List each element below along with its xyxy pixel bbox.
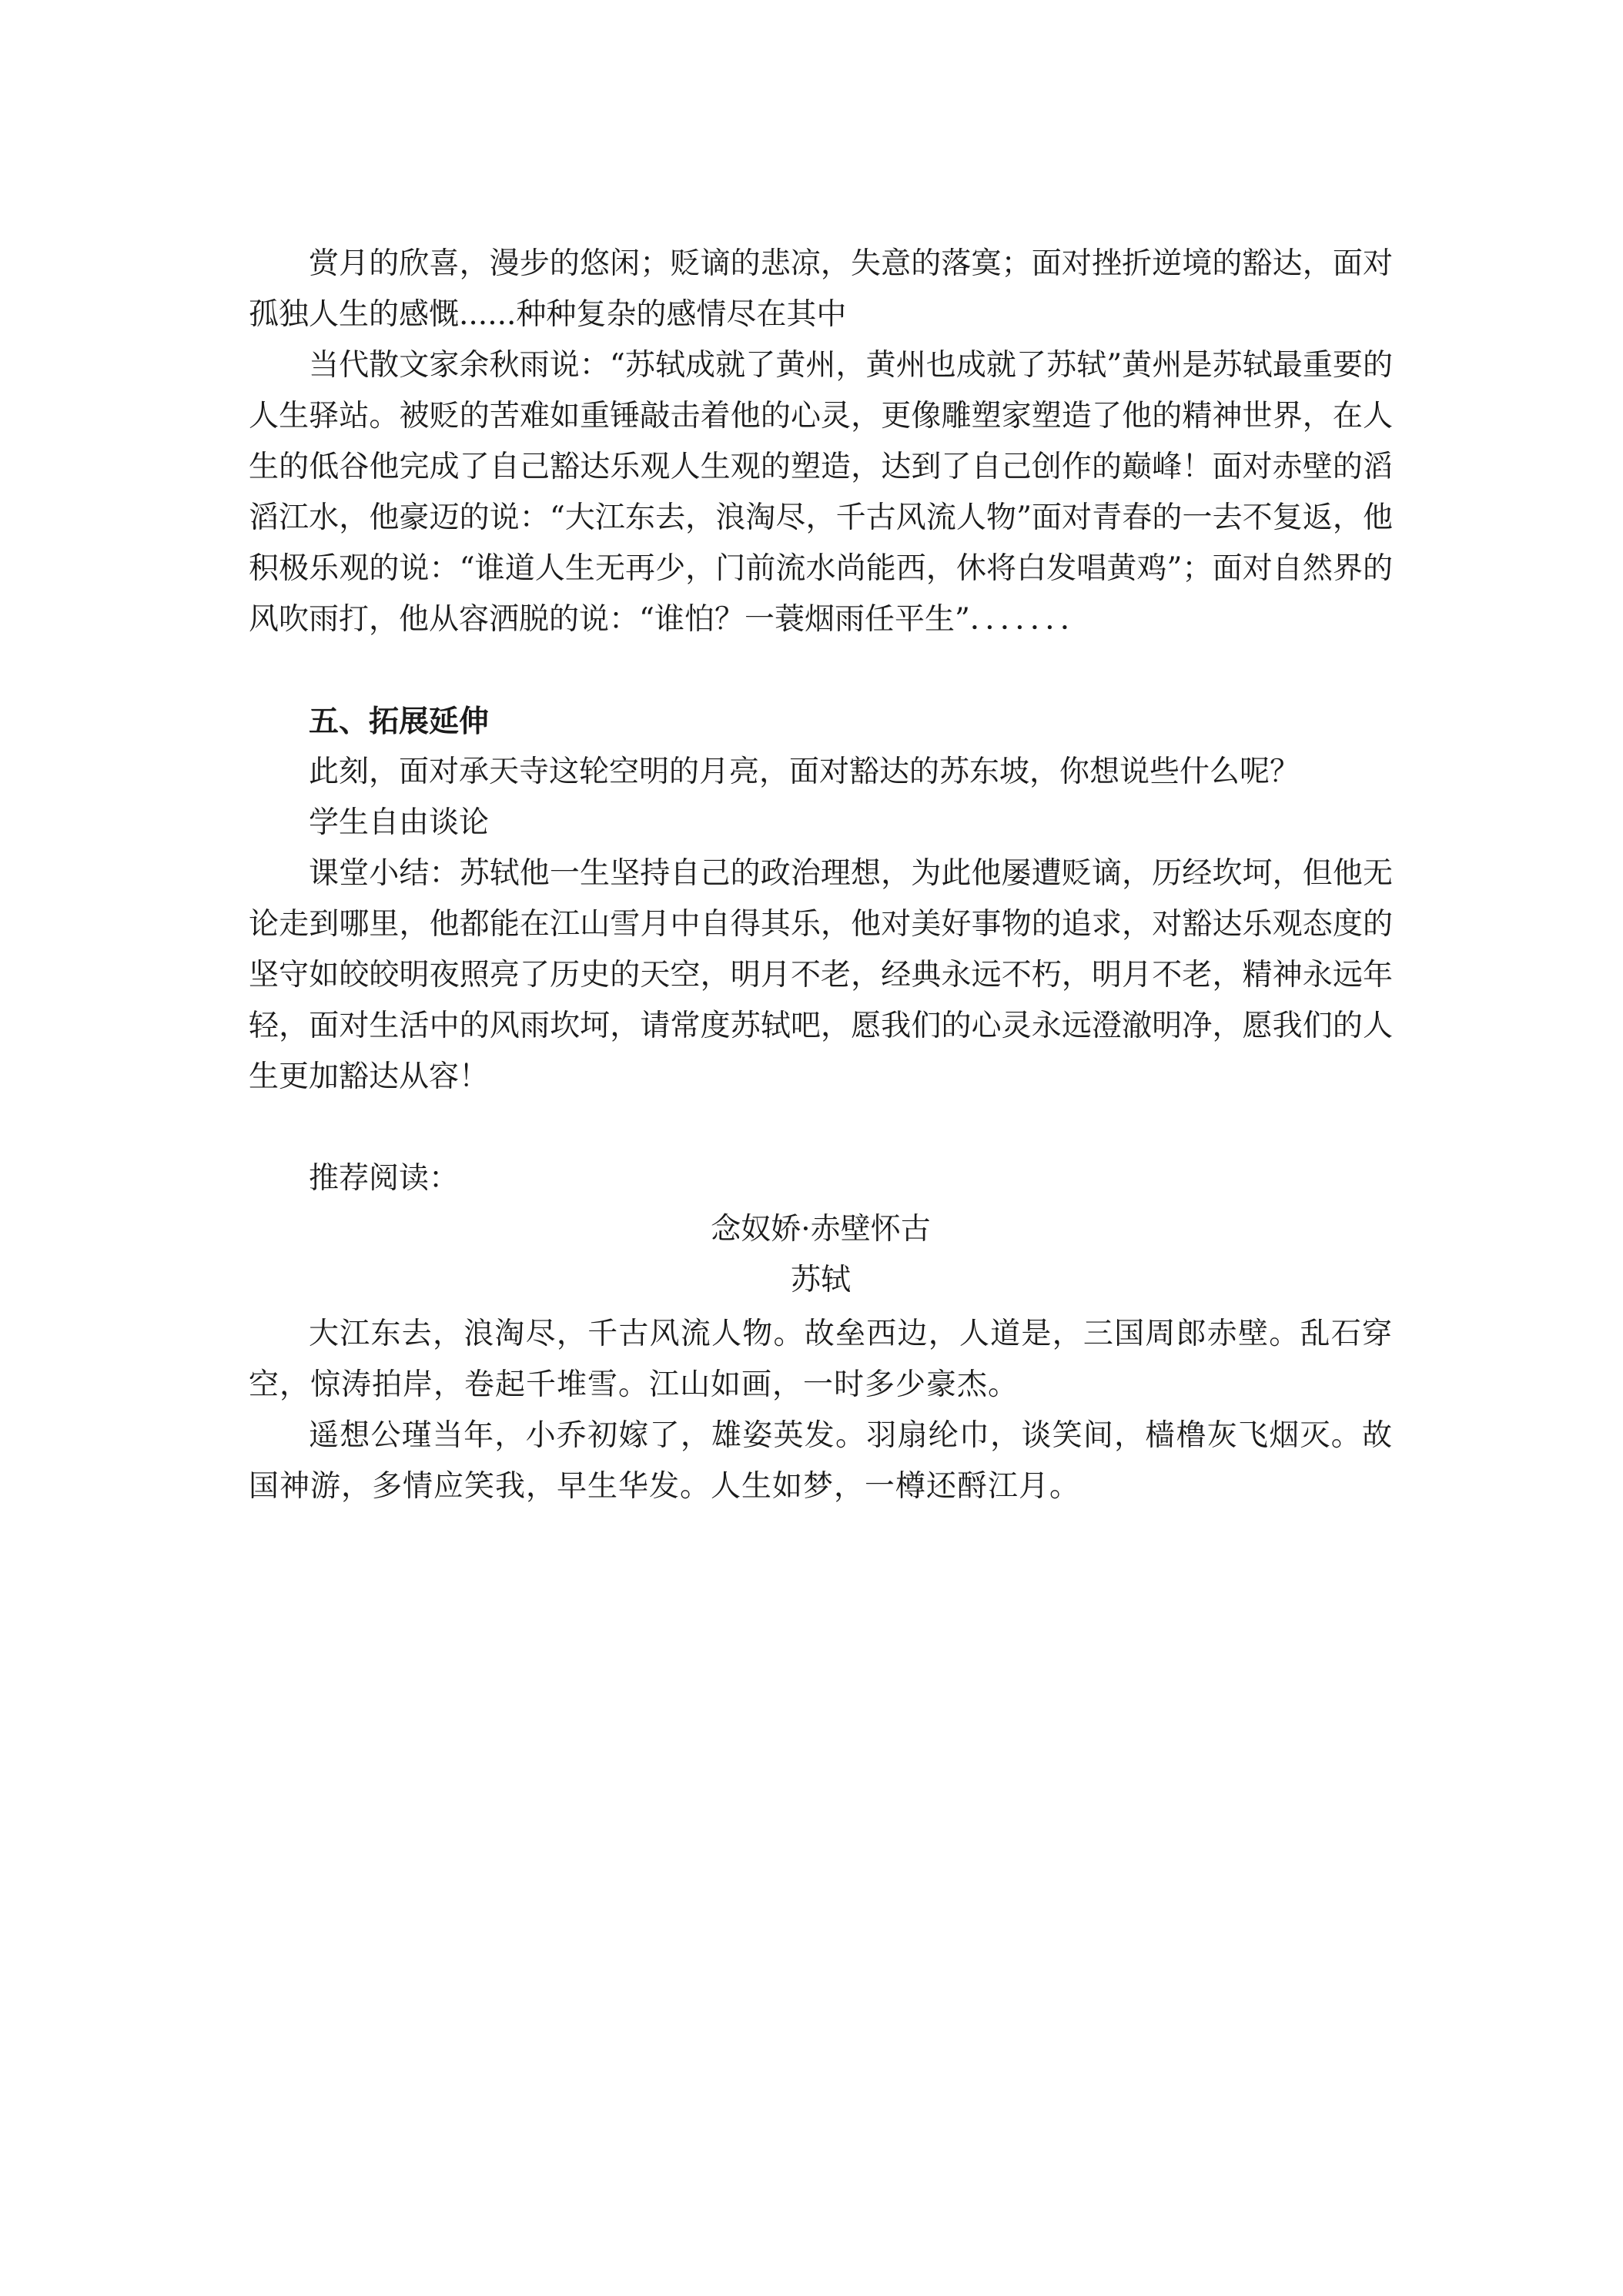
paragraph-yu-qiuyu-quote: 当代散文家余秋雨说：“苏轼成就了黄州，黄州也成就了苏轼”黄州是苏轼最重要的人生驿站。被贬的苦难如重锤敲击着他的心灵，更像雕塑家塑造了他的精神世界，在人生的低谷他完成了自己豁达乐观人生观的塑造，达到了自己创作的巅峰！面对赤壁的滔滔江水，他豪迈的说：“大江东去，浪淘尽，千古风流人物”面对青春的一去不复返，他积极乐观的说：“谁道人生无再少，门前流水尚能西，休将白发唱黄鸡”；面对自然界的风吹雨打，他从容洒脱的说：“谁怕？一蓑烟雨任平生”．．．．．．． xyxy=(249,348,1393,637)
poem-stanza-2: 遥想公瑾当年，小乔初嫁了，雄姿英发。羽扇纶巾，谈笑间，樯橹灰飞烟灭。故国神游，多情应笑我，早生华发。人生如梦，一樽还酹江月。 xyxy=(249,1418,1393,1504)
recommended-reading-label: 推荐阅读： xyxy=(309,1161,460,1196)
document-body xyxy=(249,239,1393,1512)
poem-author: 苏轼 xyxy=(790,1263,851,1297)
paragraph-discussion: 学生自由谈论 xyxy=(309,805,490,840)
section-spacer xyxy=(249,1103,1393,1153)
poem-title: 念奴娇·赤壁怀古 xyxy=(711,1212,931,1247)
section-spacer xyxy=(249,645,1393,696)
paragraph-emotions: 赏月的欣喜，漫步的悠闲；贬谪的悲凉，失意的落寞；面对挫折逆境的豁达，面对孤独人生的感慨......种种复杂的感情尽在其中 xyxy=(249,246,1393,332)
paragraph-class-summary: 课堂小结：苏轼他一生坚持自己的政治理想，为此他屡遭贬谪，历经坎坷，但他无论走到哪里，他都能在江山雪月中自得其乐，他对美好事物的追求，对豁达乐观态度的坚守如皎皎明夜照亮了历史的天空，明月不老，经典永远不朽，明月不老，精神永远年轻，面对生活中的风雨坎坷，请常度苏轼吧，愿我们的心灵永远澄澈明净，愿我们的人生更加豁达从容！ xyxy=(249,856,1393,1094)
poem-stanza-1: 大江东去，浪淘尽，千古风流人物。故垒西边，人道是，三国周郎赤壁。乱石穿空，惊涛拍岸，卷起千堆雪。江山如画，一时多少豪杰。 xyxy=(249,1317,1393,1402)
paragraph-question: 此刻，面对承天寺这轮空明的月亮，面对豁达的苏东坡，你想说些什么呢？ xyxy=(309,755,1300,789)
section-heading-extension: 五、拓展延伸 xyxy=(309,704,490,739)
